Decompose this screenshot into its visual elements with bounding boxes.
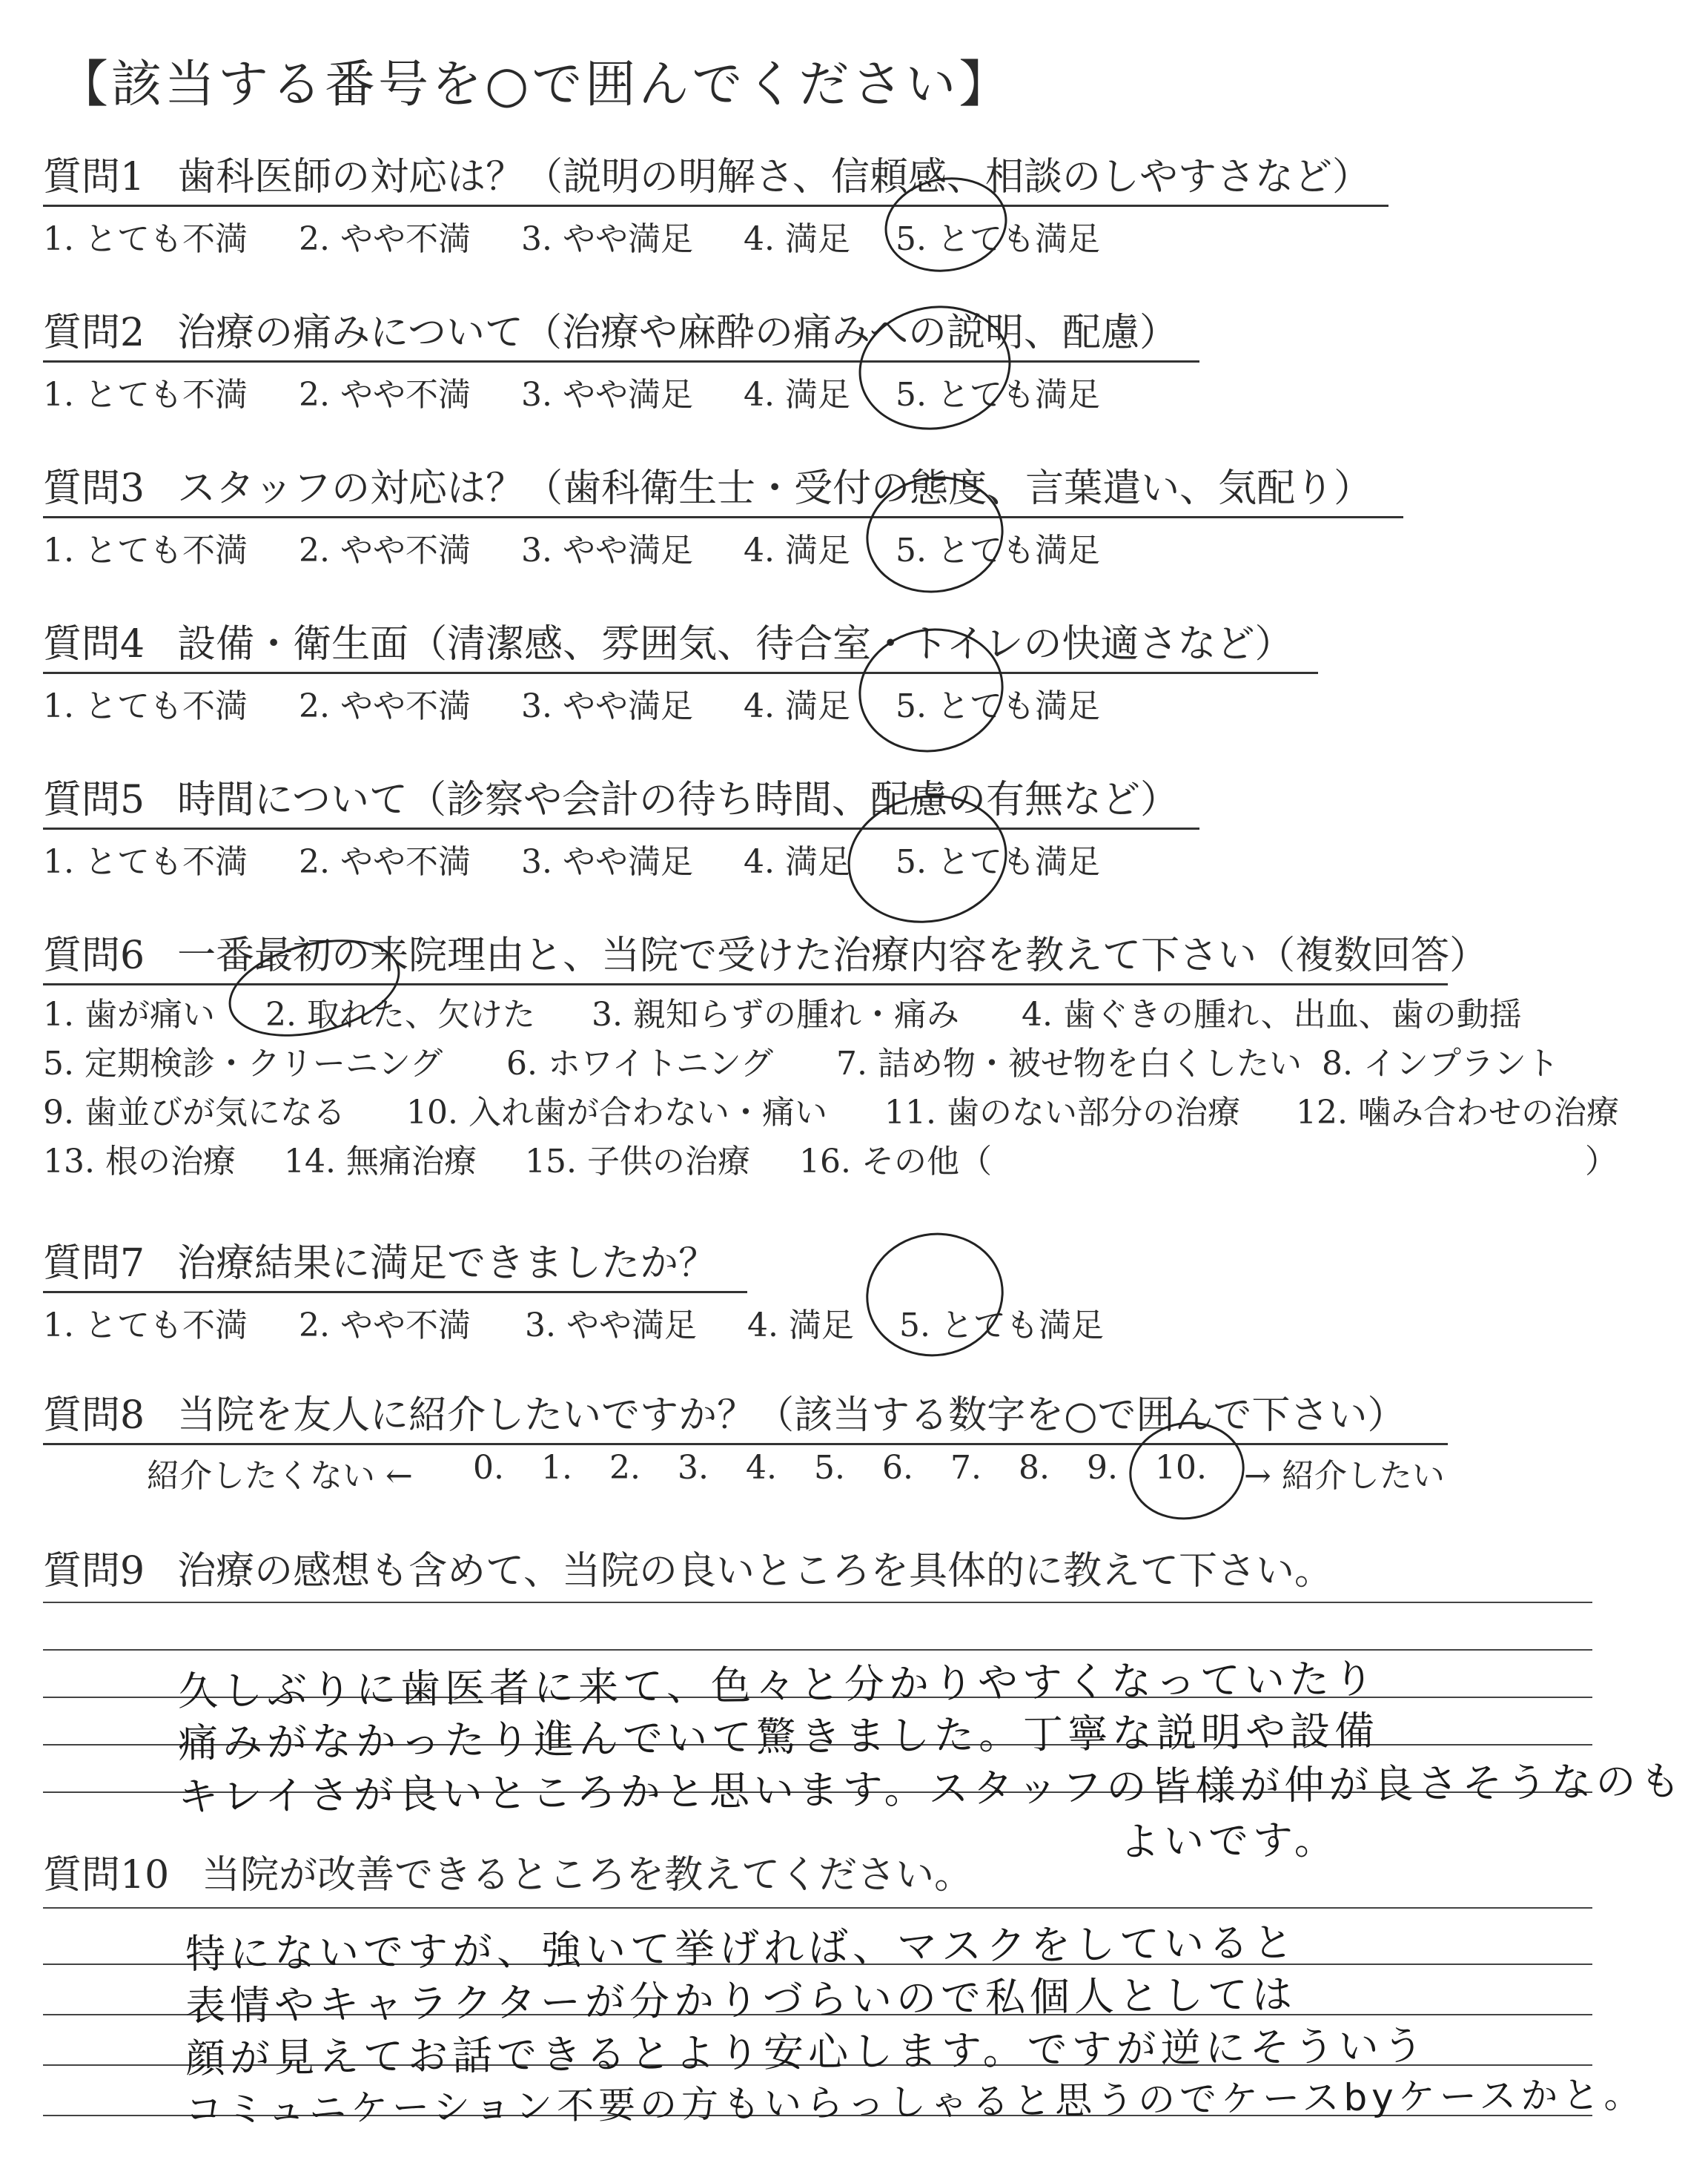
option-4[interactable]: 4. 満足 bbox=[744, 532, 850, 569]
reason-option-15[interactable]: 15. 子供の治療 bbox=[525, 1143, 750, 1180]
question-text: 治療の痛みについて（治療や麻酔の痛みへの説明、配慮） bbox=[177, 311, 1179, 355]
option-1[interactable]: 1. とても不満 bbox=[43, 687, 248, 725]
scale-10[interactable]: 10. bbox=[1155, 1449, 1207, 1487]
scale-6[interactable]: 6. bbox=[882, 1449, 913, 1487]
option-2[interactable]: 2. やや不満 bbox=[299, 843, 471, 881]
option-3[interactable]: 3. やや満足 bbox=[521, 220, 693, 258]
question-8 bbox=[43, 1387, 1708, 1495]
option-1[interactable]: 1. とても不満 bbox=[43, 532, 248, 569]
option-2[interactable]: 2. やや不満 bbox=[299, 532, 471, 569]
question-text: 当院が改善できるところを教えてください。 bbox=[202, 1853, 973, 1898]
reason-option-5[interactable]: 5. 定期検診・クリーニング bbox=[43, 1045, 443, 1083]
question-4 bbox=[43, 615, 1708, 725]
question-number: 質問10 bbox=[43, 1853, 170, 1898]
question-number: 質問9 bbox=[43, 1549, 145, 1593]
scale-5[interactable]: 5. bbox=[814, 1449, 845, 1487]
reason-option-8[interactable]: 8. インプラント bbox=[1322, 1045, 1559, 1083]
option-1[interactable]: 1. とても不満 bbox=[43, 376, 248, 414]
reason-option-11[interactable]: 11. 歯のない部分の治療 bbox=[884, 1094, 1240, 1132]
question-text: スタッフの対応は？（歯科衛生士・受付の態度、言葉遣い、気配り） bbox=[177, 466, 1373, 511]
reason-option-4[interactable]: 4. 歯ぐきの腫れ、出血、歯の動揺 bbox=[1022, 996, 1522, 1034]
option-5[interactable]: 5. とても満足 bbox=[896, 687, 1100, 725]
q10-answer-line-4[interactable]: コミュニケーション不要の方もいらっしゃると思うのでケースbyケースかと。 bbox=[185, 2073, 1646, 2132]
option-3[interactable]: 3. やや満足 bbox=[525, 1307, 697, 1344]
recommend-scale bbox=[43, 1444, 1708, 1495]
reason-option-2[interactable]: 2. 取れた、欠けた bbox=[265, 996, 535, 1034]
reason-option-3[interactable]: 3. 親知らずの腫れ・痛み bbox=[592, 996, 959, 1034]
question-text: 治療結果に満足できましたか？ bbox=[177, 1241, 718, 1286]
reason-option-7[interactable]: 7. 詰め物・被せ物を白くしたい bbox=[836, 1045, 1302, 1083]
question-text: 設備・衛生面（清潔感、雰囲気、待合室・トイレの快適さなど） bbox=[177, 622, 1294, 667]
option-1[interactable]: 1. とても不満 bbox=[43, 1307, 248, 1344]
reason-option-1[interactable]: 1. 歯が痛い bbox=[43, 996, 215, 1034]
q9-answer-line-2[interactable]: 痛みがなかったり進んでいて驚きました。丁寧な説明や設備 bbox=[177, 1707, 1380, 1767]
question-text: 治療の感想も含めて、当院の良いところを具体的に教えて下さい。 bbox=[177, 1549, 1334, 1593]
answer-rule bbox=[43, 1602, 1592, 1603]
reason-option-13[interactable]: 13. 根の治療 bbox=[43, 1143, 236, 1180]
question-7 bbox=[43, 1235, 1708, 1344]
other-close-paren: ） bbox=[1585, 1143, 1618, 1180]
scale-0[interactable]: 0. bbox=[473, 1449, 504, 1487]
option-2[interactable]: 2. やや不満 bbox=[299, 1307, 471, 1344]
question-2 bbox=[43, 304, 1708, 414]
answer-rule bbox=[43, 1907, 1592, 1909]
option-1[interactable]: 1. とても不満 bbox=[43, 220, 248, 258]
question-6 bbox=[43, 927, 1708, 1183]
scale-3[interactable]: 3. bbox=[678, 1449, 709, 1487]
option-1[interactable]: 1. とても不満 bbox=[43, 843, 248, 881]
option-5[interactable]: 5. とても満足 bbox=[896, 532, 1100, 569]
scale-1[interactable]: 1. bbox=[541, 1449, 572, 1487]
page-title: 【該当する番号を○で囲んでください】 bbox=[58, 56, 1013, 114]
option-4[interactable]: 4. 満足 bbox=[744, 687, 850, 725]
option-2[interactable]: 2. やや不満 bbox=[299, 376, 471, 414]
option-5[interactable]: 5. とても満足 bbox=[896, 376, 1100, 414]
q9-answer-line-3[interactable]: キレイさが良いところかと思います。スタッフの皆様が仲が良さそうなのも bbox=[177, 1757, 1685, 1820]
q10-answer-line-1[interactable]: 特にないですが、強いて挙げれば、マスクをしていると bbox=[185, 1919, 1298, 1978]
option-3[interactable]: 3. やや満足 bbox=[521, 376, 693, 414]
question-text: 歯科医師の対応は？（説明の明解さ、信頼感、相談のしやすさなど） bbox=[177, 155, 1371, 199]
question-number: 質問1 bbox=[43, 155, 145, 199]
scale-9[interactable]: 9. bbox=[1087, 1449, 1118, 1487]
question-number: 質問7 bbox=[43, 1241, 145, 1286]
scale-2[interactable]: 2. bbox=[609, 1449, 640, 1487]
reason-option-10[interactable]: 10. 入れ歯が合わない・痛い bbox=[406, 1094, 827, 1132]
q10-answer-line-2[interactable]: 表情やキャラクターが分かりづらいので私個人としては bbox=[185, 1971, 1297, 2029]
scale-8[interactable]: 8. bbox=[1019, 1449, 1050, 1487]
option-2[interactable]: 2. やや不満 bbox=[299, 220, 471, 258]
q9-answer-line-4[interactable]: よいです。 bbox=[1119, 1816, 1340, 1866]
reason-option-16[interactable]: 16. その他（ bbox=[799, 1143, 992, 1180]
question-5 bbox=[43, 771, 1708, 881]
q9-answer-line-1[interactable]: 久しぶりに歯医者に来て、色々と分かりやすくなっていたり bbox=[177, 1655, 1379, 1715]
question-10 bbox=[43, 1846, 1708, 1904]
question-9 bbox=[43, 1542, 1708, 1600]
question-number: 質問3 bbox=[43, 466, 145, 511]
option-4[interactable]: 4. 満足 bbox=[744, 220, 850, 258]
option-3[interactable]: 3. やや満足 bbox=[521, 687, 693, 725]
option-4[interactable]: 4. 満足 bbox=[744, 376, 850, 414]
question-number: 質問8 bbox=[43, 1393, 145, 1438]
question-text: 時間について（診察や会計の待ち時間、配慮の有無など） bbox=[177, 778, 1179, 822]
question-1 bbox=[43, 148, 1708, 258]
option-4[interactable]: 4. 満足 bbox=[747, 1307, 854, 1344]
reason-option-12[interactable]: 12. 噛み合わせの治療 bbox=[1296, 1094, 1619, 1132]
question-number: 質問6 bbox=[43, 934, 145, 978]
option-3[interactable]: 3. やや満足 bbox=[521, 532, 693, 569]
question-number: 質問4 bbox=[43, 622, 145, 667]
option-5[interactable]: 5. とても満足 bbox=[896, 843, 1100, 881]
reason-option-9[interactable]: 9. 歯並びが気になる bbox=[43, 1094, 345, 1132]
option-4[interactable]: 4. 満足 bbox=[744, 843, 850, 881]
scale-left-label: 紹介したくない ← bbox=[147, 1457, 413, 1495]
question-3 bbox=[43, 460, 1708, 569]
scale-right-label: → 紹介したい bbox=[1244, 1457, 1445, 1495]
option-5[interactable]: 5. とても満足 bbox=[899, 1307, 1104, 1344]
scale-4[interactable]: 4. bbox=[746, 1449, 777, 1487]
option-2[interactable]: 2. やや不満 bbox=[299, 687, 471, 725]
option-3[interactable]: 3. やや満足 bbox=[521, 843, 693, 881]
question-number: 質問5 bbox=[43, 778, 145, 822]
question-text: 一番最初の来院理由と、当院で受けた治療内容を教えて下さい（複数回答） bbox=[177, 934, 1489, 978]
reason-option-14[interactable]: 14. 無痛治療 bbox=[284, 1143, 477, 1180]
q10-answer-line-3[interactable]: 顔が見えてお話できるとより安心します。ですが逆にそういう bbox=[185, 2022, 1429, 2082]
question-number: 質問2 bbox=[43, 311, 145, 355]
reason-option-6[interactable]: 6. ホワイトニング bbox=[506, 1045, 774, 1083]
scale-7[interactable]: 7. bbox=[950, 1449, 982, 1487]
question-text: 当院を友人に紹介したいですか？（該当する数字を○で囲んで下さい） bbox=[177, 1393, 1406, 1438]
option-5[interactable]: 5. とても満足 bbox=[896, 220, 1100, 258]
